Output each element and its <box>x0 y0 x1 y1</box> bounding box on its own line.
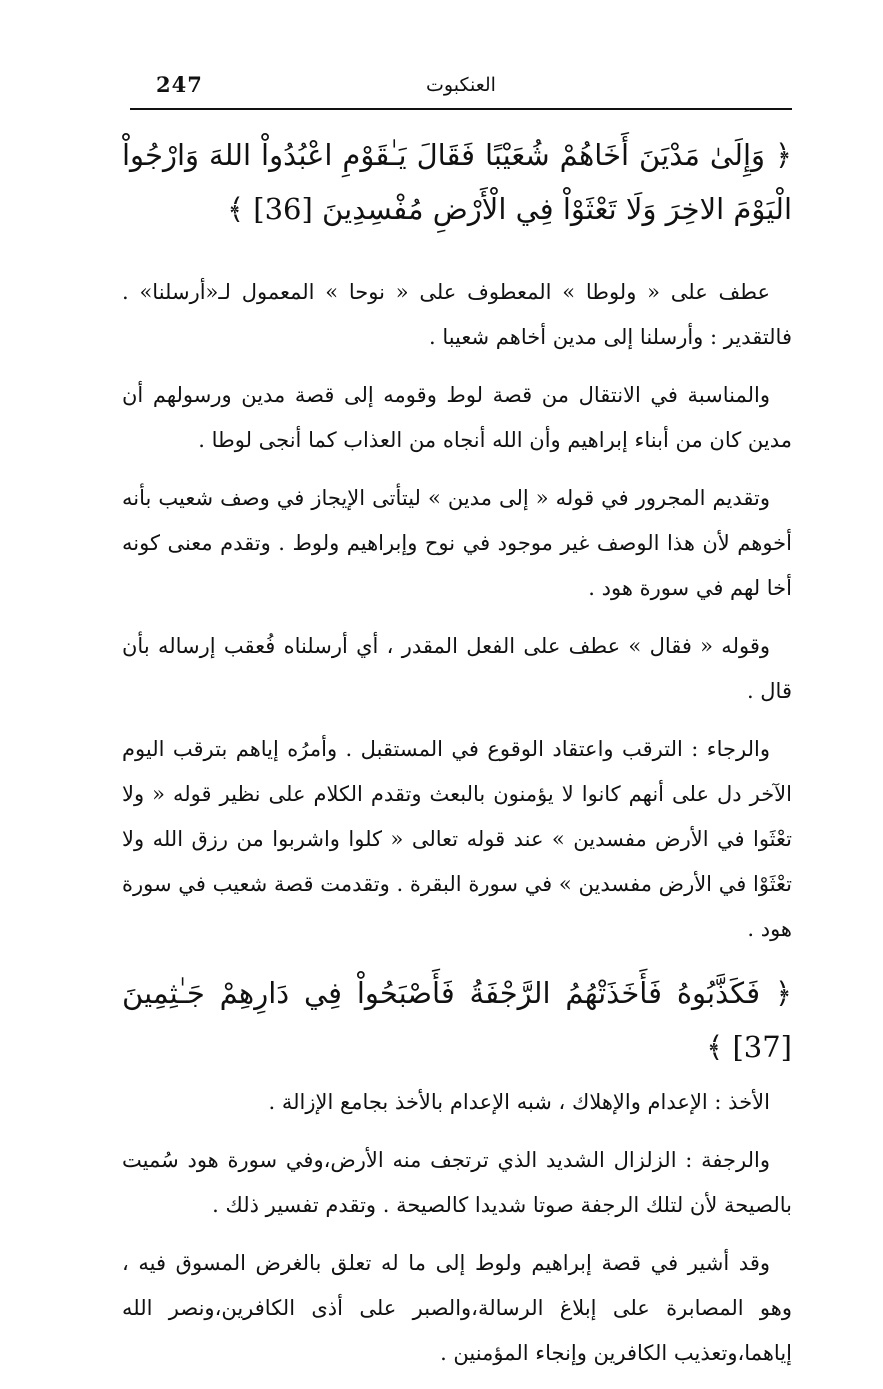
paragraph: والمناسبة في الانتقال من قصة لوط وقومه إلى قصة مدين ورسولهم أن مدين كان من أبناء إبراهيم وأن الله أنجاه من العذاب كما أنجى لوطا . <box>122 383 792 452</box>
paragraph: والرجفة : الزلزال الشديد الذي ترتجف منه الأرض،وفي سورة هود سُميت بالصيحة لأن لتلك الرجفة صوتا شديدا كالصيحة . وتقدم تفسير ذلك . <box>122 1148 792 1217</box>
paragraph: وقوله « فقال » عطف على الفعل المقدر ، أي أرسلناه فُعقب إرساله بأن قال . <box>122 634 792 703</box>
paragraph: عطف على « ولوطا » المعطوف على « نوحا » المعمول لـ«أرسلنا» . فالتقدير : وأرسلنا إلى مدين أخاهم شعيبا . <box>122 280 792 349</box>
page-body <box>122 128 792 1389</box>
paragraph: الأخذ : الإعدام والإهلاك ، شبه الإعدام بالأخذ بجامع الإزالة . <box>268 1090 770 1114</box>
paragraph: وقد أشير في قصة إبراهيم ولوط إلى ما له تعلق بالغرض المسوق فيه ، وهو المصابرة على إبلاغ الرسالة،والصبر على أذى الكافرين،ونصر الله إياهما،وتعذيب الكافرين وإنجاء المؤمنين . <box>122 1251 792 1365</box>
verse-37: ﴿ فَكَذَّبُوهُ فَأَخَذَتْهُمُ الرَّجْفَةُ فَأَصْبَحُواْ فِي دَارِهِمْ جَـٰثِمِينَ [37] ﴾ <box>122 976 792 1064</box>
page-header <box>130 62 792 110</box>
paragraph: وتقديم المجرور في قوله « إلى مدين » ليتأتى الإيجاز في وصف شعيب بأنه أخوهم لأن هذا الوصف غير موجود في نوح وإبراهيم ولوط . وتقدم معنى كونه أخا لهم في سورة هود . <box>122 486 792 600</box>
page-number: 247 <box>156 72 203 97</box>
paragraph: والرجاء : الترقب واعتقاد الوقوع في المستقبل . وأمرُه إياهم بترقب اليوم الآخر دل على أنهم كانوا لا يؤمنون بالبعث وتقدم الكلام على نظير قوله « ولا تعْثَوا في الأرض مفسدين » عند قوله تعالى « كلوا واشربوا من رزق الله ولا تعْثَوْا في الأرض مفسدين » في سورة البقرة . وتقدمت قصة شعيب في سورة هود . <box>122 737 792 941</box>
verse-36: ﴿ وَإِلَىٰ مَدْيَنَ أَخَاهُمْ شُعَيْبًا فَقَالَ يَـٰقَوْمِ اعْبُدُواْ اللهَ وَارْجُواْ الْيَوْمَ الاخِرَ وَلَا تَعْثَوْاْ فِي الْأَرْضِ مُفْسِدِينَ [36] ﴾ <box>122 138 792 226</box>
running-title: العنكبوت <box>426 74 496 96</box>
